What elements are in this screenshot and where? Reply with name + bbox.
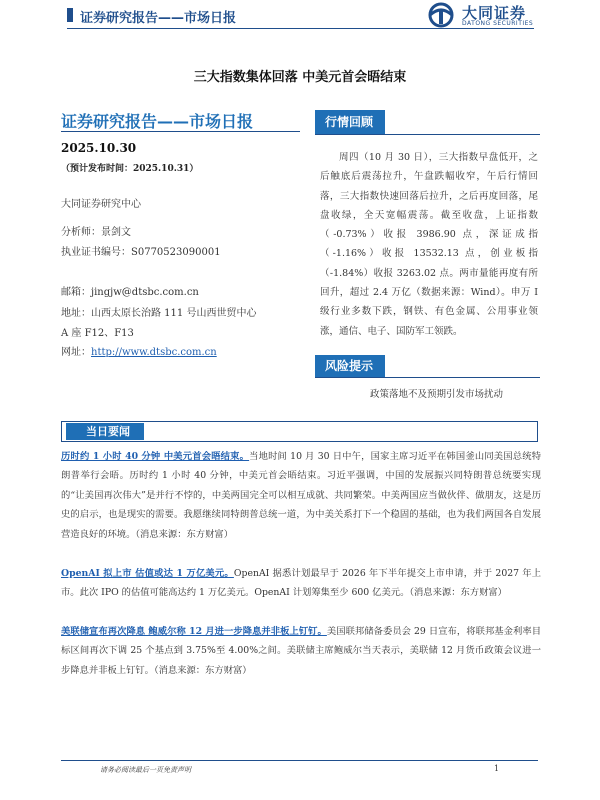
news-headline[interactable]: OpenAI 拟上市 估值或达 1 万亿美元。 (61, 568, 234, 579)
logo-icon (426, 2, 456, 28)
risk-text: 政策落地不及预期引发市场扰动 (370, 389, 504, 400)
news-item (61, 447, 541, 544)
market-review-text: 周四（10 月 30 日），三大指数早盘低开，之后触底后震荡拉升，午盘跌幅收窄，午后行情回落，三大指数快速回落后拉升，之后再度回落，尾盘收绿，全天宽幅震荡。截至收盘，上证指数（-0.73%）收报 3986.90 点，深证成指（-1.16%）收报 13532.13 点，创业板指（-1.84%）收报 3263.02 点。两市量能再度有所回升，超过 2.4 万亿（数据来源：Wind）。申万 I 级行业多数下跌，钢铁、有色金属、公用事业领涨，通信、电子、国防军工领跌。 (320, 152, 538, 337)
header-title: 证券研究报告——市场日报 (80, 11, 237, 26)
analyst-name: 分析师：景剑文 (61, 227, 131, 238)
report-date: 2025.10.30 (61, 141, 137, 155)
website-label: 网址： (61, 347, 91, 358)
website-link[interactable]: http://www.dtsbc.com.cn (91, 347, 217, 358)
news-item (61, 564, 541, 603)
report-type-title: 证券研究报告——市场日报 (61, 112, 254, 131)
risk-tag: 风险提示 (315, 355, 385, 377)
logo-text-cn: 大同证券 (462, 4, 527, 22)
website-row (61, 343, 217, 358)
news-headline[interactable]: 历时约 1 小时 40 分钟 中美元首会晤结束。 (61, 451, 250, 462)
page-number: 1 (494, 764, 500, 773)
news-item (61, 622, 541, 680)
footer-divider (61, 760, 538, 761)
logo-text-en: DATONG SECURITIES (462, 20, 534, 27)
news-headline[interactable]: 美联储宣布再次降息 鲍威尔称 12 月进一步降息并非板上钉钉。 (61, 626, 327, 637)
news-body: OpenAI 据悉计划最早于 2026 年下半年提交上市申请，并于 2027 年上市。此次 IPO 的估值可能高达约 1 万亿美元。OpenAI 计划筹集至少 600 亿美元。（消息来源：东方财富） (61, 568, 541, 599)
email: 邮箱：jingjw@dtsbc.com.cn (61, 287, 199, 298)
footer-disclaimer: 请务必阅读最后一页免责声明 (100, 766, 191, 774)
market-review-divider (315, 134, 540, 135)
address-line-2: A 座 F12、F13 (61, 328, 134, 339)
license-number: 执业证书编号：S0770523090001 (61, 247, 221, 258)
news-section-tab: 当日要闻 (66, 423, 144, 440)
publish-date: （预计发布时间：2025.10.31） (61, 164, 199, 174)
report-type-divider (61, 131, 300, 132)
header-accent-bar (67, 8, 73, 22)
risk-divider (315, 377, 540, 378)
address-line-1: 地址：山西太原长治路 111 号山西世贸中心 (61, 308, 257, 319)
header-divider (67, 28, 534, 29)
news-body: 当地时间 10 月 30 日中午，国家主席习近平在韩国釜山同美国总统特朗普举行会晤。历时约 1 小时 40 分钟，中美元首会晤结束。习近平强调，中国的发展振兴同特朗普总统要实现的“让美国再次伟大”是并行不悖的，中美两国完全可以相互成就、共同繁荣。中美两国应当做伙伴、做朋友，这是历史的启示，也是现实的需要。我愿继续同特朗普总统一道，为中美关系打下一个稳固的基础，也为我们两国各自发展营造良好的环境。（消息来源：东方财富） (61, 451, 542, 540)
research-center: 大同证券研究中心 (61, 199, 141, 210)
market-review-tag: 行情回顾 (315, 110, 385, 134)
report-main-title: 三大指数集体回落 中美元首会晤结束 (193, 70, 407, 85)
news-body: 美国联邦储备委员会 29 日宣布，将联邦基金利率目标区间再次下调 25 个基点到 3.75%至 4.00%之间。美联储主席鲍威尔当天表示，美联储 12 月货币政策会议进一步降息并非板上钉钉。（消息来源：东方财富） (61, 626, 541, 676)
